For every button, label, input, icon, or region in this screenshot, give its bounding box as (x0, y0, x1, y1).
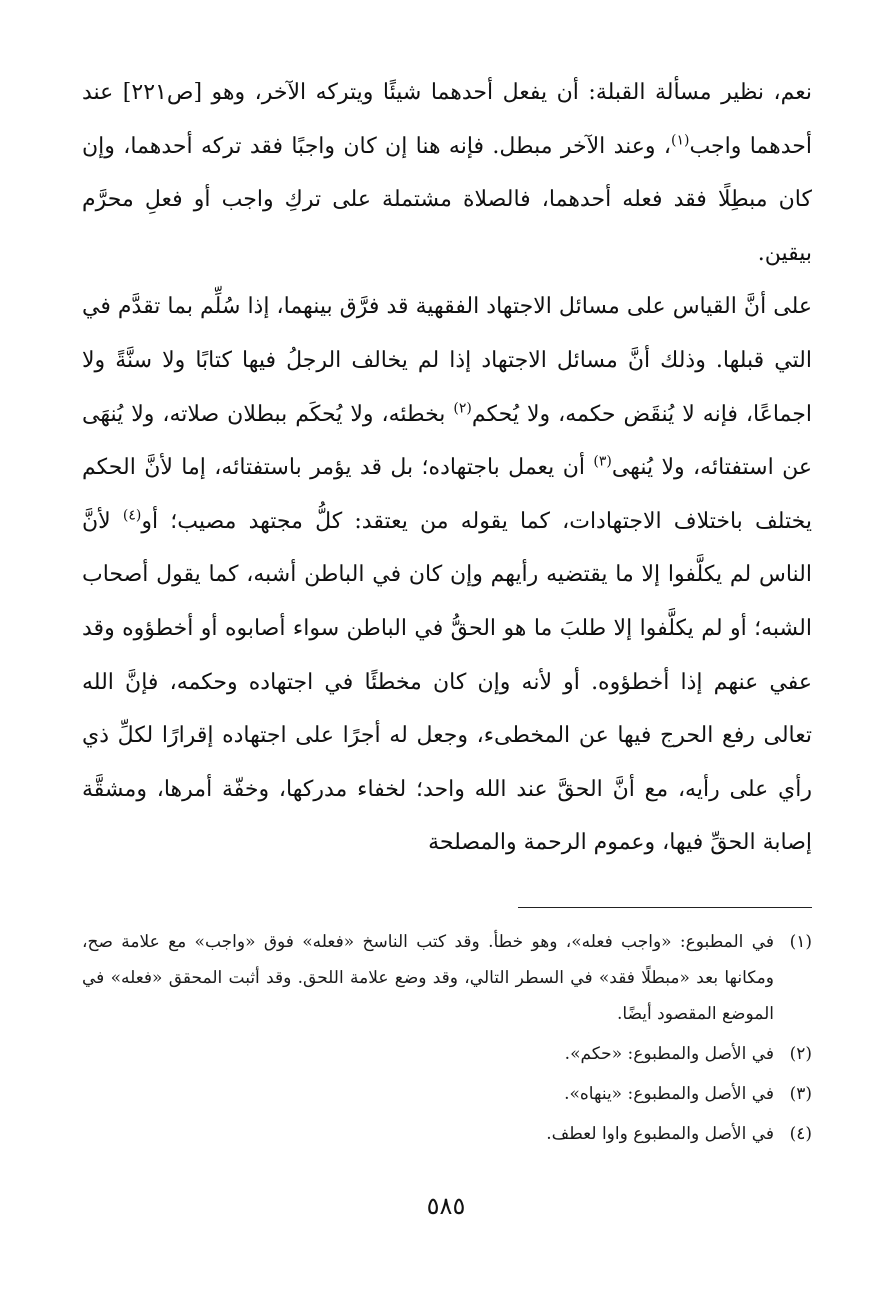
footnote-text: في الأصل والمطبوع: «حكم». (564, 1044, 774, 1064)
text-segment: أن يعمل باجتهاده؛ بل قد يؤمر باستفتائه، إما لأنَّ الحكم يختلف باختلاف الاجتهادات، كما يقوله من يعتقد: كلُّ مجتهد مصيب؛ أو (82, 455, 812, 534)
paragraph (82, 66, 812, 280)
page-number: ٥٨٥ (426, 1192, 466, 1220)
footnote-marker: (٢) (453, 400, 472, 417)
footnote (82, 1076, 812, 1112)
footnote-separator (518, 907, 812, 908)
text-segment: ، وعند الآخر مبطل. فإنه هنا إن كان واجبًا فقد تركه أحدهما، وإن كان مبطِلًا فقد فعله أحدهما، فالصلاة مشتملة على تركِ واجب أو فعلِ محرَّم بيقين. (82, 133, 812, 266)
footnote-number: (٤) (789, 1124, 812, 1144)
footnote-marker: (٣) (593, 453, 612, 470)
paragraph (82, 280, 812, 870)
footnote-number: (١) (789, 932, 812, 952)
footnote (82, 1036, 812, 1072)
text-segment: لأنَّ الناس لم يكلَّفوا إلا ما يقتضيه رأيهم وإن كان في الباطن أشبه، كما يقول أصحاب الشبه؛ أو لم يكلَّفوا إلا طلبَ ما هو الحقُّ في الباطن سواء أصابوه أو أخطؤوه وقد عفي عنهم إذا أخطؤوه. أو لأنه وإن كان مخطئًا في اجتهاده وحكمه، فإنَّ الله تعالى رفع الحرج فيها عن المخطىء، وجعل له أجرًا على اجتهاده إقرارًا لكلِّ ذي رأي على رأيه، مع أنَّ الحقَّ عند الله واحد؛ لخفاء مدركها، وخفّة أمرها، ومشقَّة إصابة الحقِّ فيها، وعموم الرحمة والمصلحة (82, 508, 812, 856)
footnote-text: في الأصل والمطبوع واوا لعطف. (546, 1124, 774, 1144)
text-segment: على أنَّ القياس على مسائل الاجتهاد الفقهية قد فرَّق بينهما، إذا سُلِّم بما تقدَّم في التي قبلها. وذلك أنَّ مسائل الاجتهاد إذا لم يخالف الرجلُ فيها كتابًا ولا سنَّةً ولا اجماعًا، فإنه لا يُنقَض حكمه، ولا يُحكم (82, 294, 812, 427)
footnote-text: في المطبوع: «واجب فعله»، وهو خطأ. وقد كتب الناسخ «فعله» فوق «واجب» مع علامة صح، ومكانها بعد «مبطلًا فقد» في السطر التالي، وقد وضع علامة اللحق. وقد أثبت المحقق «فعله» في الموضع المقصود أيضًا. (82, 932, 774, 1024)
text-segment: نعم، نظير مسألة القبلة: أن يفعل أحدهما شيئًا ويتركه الآخر، وهو [ص٢٢١] عند أحدهما واجب (82, 80, 813, 159)
footnote (82, 924, 812, 1032)
footnote-number: (٢) (789, 1044, 812, 1064)
main-text (82, 66, 812, 870)
footnote-text: في الأصل والمطبوع: «ينهاه». (564, 1084, 774, 1104)
footnote-marker: (٤) (122, 507, 142, 524)
footnote-number: (٣) (789, 1084, 812, 1104)
footnote-marker: (١) (670, 132, 690, 149)
text-segment: بخطئه، ولا يُحكَم ببطلان صلاته، ولا يُنهَى عن استفتائه، ولا يُنهى (82, 401, 812, 481)
footnote (82, 1116, 812, 1152)
footnotes (82, 924, 812, 1152)
